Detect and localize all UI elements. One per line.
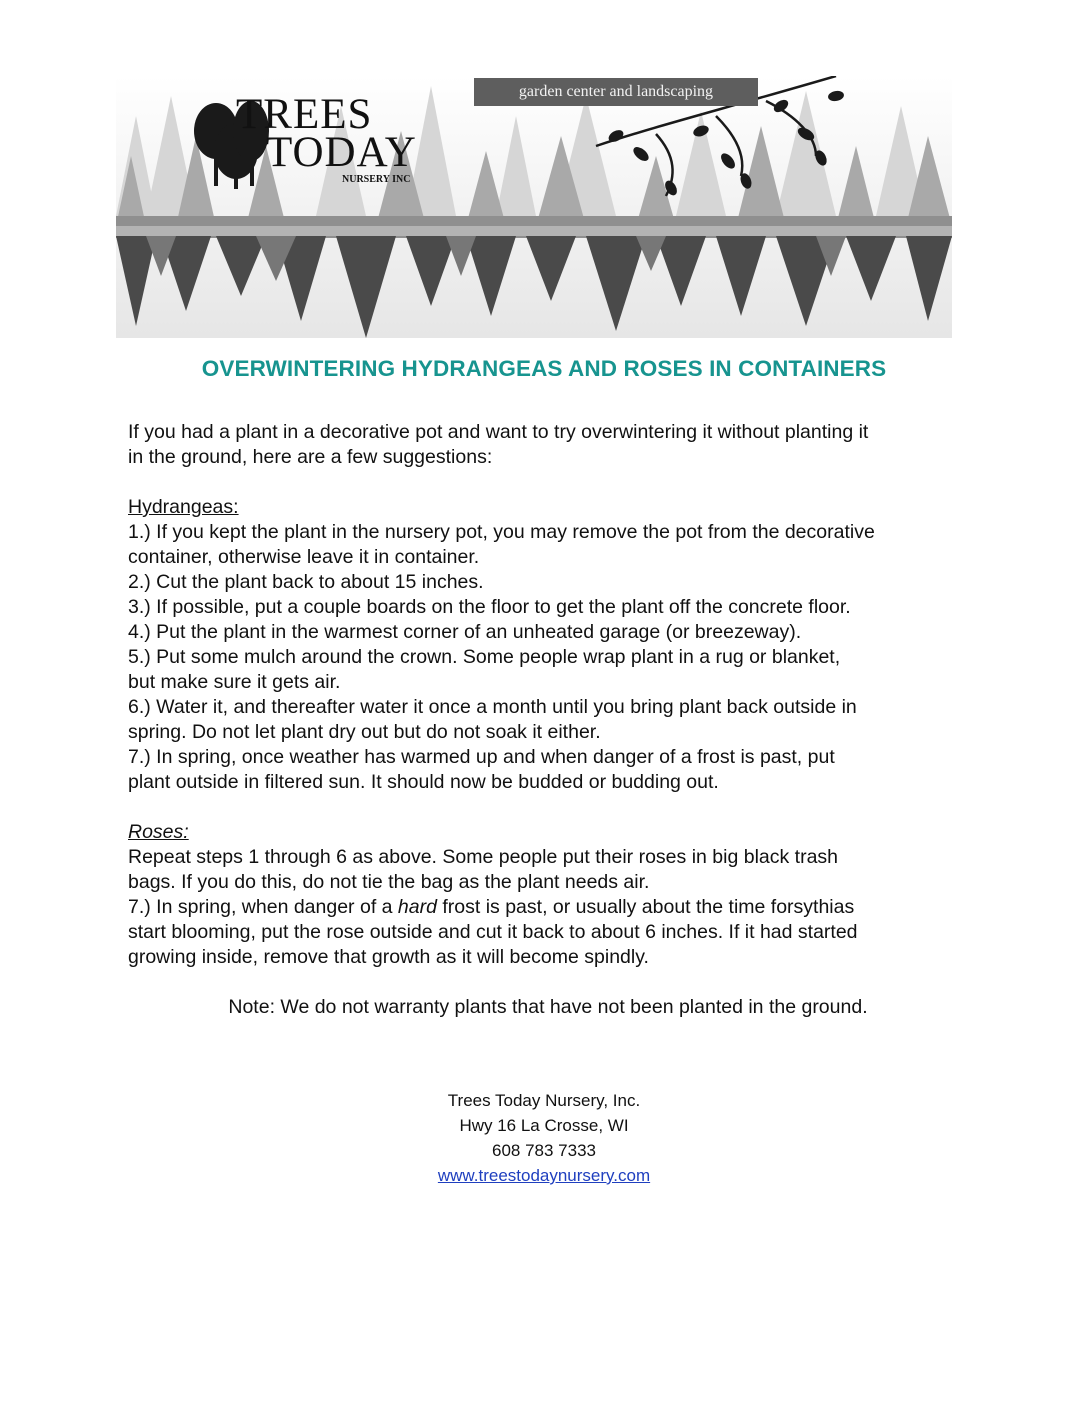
hydrangea-line: 2.) Cut the plant back to about 15 inches. bbox=[128, 571, 484, 593]
roses-step7-end: frost is past, or usually about the time forsythias bbox=[436, 896, 855, 918]
document-body bbox=[128, 420, 968, 1020]
spacer bbox=[128, 795, 968, 820]
hydrangea-line: container, otherwise leave it in container. bbox=[128, 546, 480, 568]
logo-line-today: TODAY bbox=[266, 129, 417, 176]
hydrangea-line: 4.) Put the plant in the warmest corner of an unheated garage (or breezeway). bbox=[128, 621, 802, 643]
intro-line: If you had a plant in a decorative pot and want to try overwintering it without planting it bbox=[128, 421, 869, 443]
hydrangea-line: but make sure it gets air. bbox=[128, 671, 341, 693]
intro-line: in the ground, here are a few suggestions: bbox=[128, 446, 493, 468]
roses-step7 bbox=[128, 895, 968, 920]
hydrangea-line: 3.) If possible, put a couple boards on the floor to get the plant off the concrete floor. bbox=[128, 596, 851, 618]
roses-line: start blooming, put the rose outside and cut it back to about 6 inches. If it had started bbox=[128, 921, 858, 943]
roses-line: growing inside, remove that growth as it will become spindly. bbox=[128, 946, 649, 968]
hydrangea-line: spring. Do not let plant dry out but do not soak it either. bbox=[128, 721, 601, 743]
spacer bbox=[128, 970, 968, 995]
warranty-note: Note: We do not warranty plants that have not been planted in the ground. bbox=[228, 996, 868, 1018]
roses-step7-start: 7.) In spring, when danger of a bbox=[128, 896, 398, 918]
hydrangea-line: plant outside in filtered sun. It should now be budded or budding out. bbox=[128, 771, 719, 793]
page-title: OVERWINTERING HYDRANGEAS AND ROSES IN CONTAINERS bbox=[201, 356, 887, 381]
tagline-banner: garden center and landscaping bbox=[474, 78, 758, 106]
roses-heading: Roses: bbox=[128, 821, 189, 843]
hydrangea-line: 6.) Water it, and thereafter water it once a month until you bring plant back outside in bbox=[128, 696, 857, 718]
footer-phone: 608 783 7333 bbox=[492, 1141, 596, 1160]
footer-address: Hwy 16 La Crosse, WI bbox=[459, 1116, 629, 1135]
website-link[interactable]: www.treestodaynursery.com bbox=[437, 1166, 651, 1185]
hydrangea-line: 1.) If you kept the plant in the nursery pot, you may remove the pot from the decorative bbox=[128, 521, 875, 543]
hydrangeas-heading: Hydrangeas: bbox=[128, 496, 239, 518]
footer-company: Trees Today Nursery, Inc. bbox=[447, 1091, 641, 1110]
logo-line-nursery: NURSERY INC bbox=[342, 174, 411, 185]
roses-step7-emphasis: hard bbox=[397, 896, 437, 918]
hydrangea-line: 5.) Put some mulch around the crown. Some people wrap plant in a rug or blanket, bbox=[128, 646, 841, 668]
logo-line-trees: TREES bbox=[236, 91, 373, 138]
roses-line: bags. If you do this, do not tie the bag as the plant needs air. bbox=[128, 871, 650, 893]
spacer bbox=[128, 470, 968, 495]
company-logo bbox=[216, 91, 456, 185]
roses-line: Repeat steps 1 through 6 as above. Some people put their roses in big black trash bbox=[128, 846, 839, 868]
hydrangea-line: 7.) In spring, once weather has warmed up and when danger of a frost is past, put bbox=[128, 746, 835, 768]
contact-footer bbox=[0, 1088, 1088, 1188]
